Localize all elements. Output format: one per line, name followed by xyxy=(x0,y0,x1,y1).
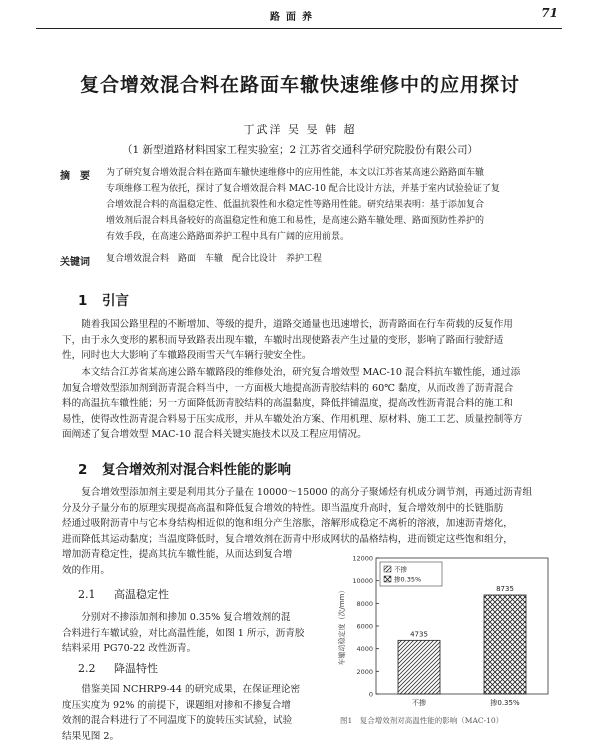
keywords-label: 关键词 xyxy=(60,257,90,268)
paper-affiliation: （1 新型道路材料国家工程实验室；2 江苏省交通科学研究院股份有限公司） xyxy=(121,144,479,156)
subsection-2-1-number: 2.1 xyxy=(78,588,96,601)
subsection-2-2-para xyxy=(62,682,318,744)
text-line: 性，同时也大大影响了车辙路段雨雪天气车辆行驶安全性。 xyxy=(62,350,312,361)
abstract-line: 增效剂后混合料具备较好的高温稳定性和施工和易性，是高速公路车辙处理、路面预防性养护的 xyxy=(106,216,485,226)
section-1-heading xyxy=(78,289,129,309)
section-2-heading xyxy=(78,458,291,478)
abstract-line: 为了研究复合增效混合料在路面车辙快速维修中的应用性能，本文以江苏省某高速公路路面车辙 xyxy=(106,168,485,178)
text-line: 度压实度为 92% 的前提下，课题组对掺和不掺复合增 xyxy=(62,699,291,711)
y-tick-label: 4000 xyxy=(356,645,373,654)
legend-swatch xyxy=(384,576,391,582)
y-tick-label: 2000 xyxy=(356,667,373,676)
text-line: 料的高温抗车辙性能；另一方面降低沥青胶结料的高温黏度，降低拌铺温度，提高改性沥青混合料的施工和 xyxy=(62,398,513,409)
abstract-line: 有效手段，在高速公路路面养护工程中具有广阔的应用前景。 xyxy=(106,232,350,242)
text-line: 结料采用 PG70-22 改性沥青。 xyxy=(62,643,197,654)
text-line: 面阐述了复合增效型 MAC-10 混合料关键实施技术以及工程应用情况。 xyxy=(62,429,367,440)
abstract-line: 专项维修工程为依托，探讨了复合增效混合料 MAC-10 配合比设计方法，并基于室内试验验证了复 xyxy=(106,184,500,194)
subsection-2-1-title: 高温稳定性 xyxy=(114,588,169,601)
section-1-number: 1 xyxy=(78,293,88,309)
section-1-para-1 xyxy=(62,317,552,364)
text-line: 下，由于永久变形的累积而导致路表出现车辙，车辙时出现使路表产生过量的变形，影响了路面行驶舒适 xyxy=(62,334,504,346)
subsection-2-2-title: 降温特性 xyxy=(114,662,158,675)
subsection-2-1-para xyxy=(62,610,318,657)
y-tick-label: 8000 xyxy=(356,599,373,608)
section-2-number: 2 xyxy=(78,462,88,478)
subsection-2-2-heading xyxy=(78,660,158,676)
bar-data-label: 8735 xyxy=(496,585,514,594)
text-line: 加复合增效型添加剂到沥青混合料当中，一方面极大地提高沥青胶结料的 60℃ 黏度，从而改善了沥青混合 xyxy=(62,382,514,394)
subsection-2-1-heading xyxy=(78,586,169,602)
text-line: 借鉴美国 NCHRP9-44 的研究成果，在保证理论密 xyxy=(81,684,301,695)
x-tick-label: 掺0.35% xyxy=(490,699,520,707)
text-line: 复合增效型添加剂主要是利用其分子量在 10000～15000 的高分子聚烯烃有机成分调节剂，再通过沥青组 xyxy=(81,487,533,498)
text-line: 进而降低其运动黏度；当温度降低时，复合增效剂在沥青中形成网状的晶格结构，进而锁定这些饱和组分， xyxy=(62,533,513,545)
keywords-text: 复合增效混合料 路面 车辙 配合比设计 养护工程 xyxy=(106,254,323,264)
bar xyxy=(398,640,440,694)
abstract-body xyxy=(106,165,554,245)
text-line: 增加沥青稳定性，提高其抗车辙性能，从而达到复合增 xyxy=(62,549,293,560)
section-2-title: 复合增效剂对混合料性能的影响 xyxy=(102,462,291,478)
abstract-label: 摘 要 xyxy=(60,171,90,182)
text-line: 效剂的混合料进行了不同温度下的旋转压实试验，试验 xyxy=(62,715,293,726)
y-tick-label: 12000 xyxy=(352,554,373,563)
legend-label: 不掺 xyxy=(394,565,407,574)
section-2-para-cont xyxy=(62,547,318,578)
y-tick-label: 10000 xyxy=(352,577,373,586)
text-line: 分及分子量分布的原理实现提高高温和降低复合增效的特性。即当温度升高时，复合增效剂中的长链脂肪 xyxy=(62,502,504,514)
figure-1-caption: 图1 复合增效剂对高温性能的影响（MAC-10） xyxy=(340,716,504,725)
y-tick-label: 6000 xyxy=(356,622,373,631)
header-rule xyxy=(36,28,562,29)
legend-swatch xyxy=(384,566,391,572)
y-axis-label: 车辙动稳定度（次/mm） xyxy=(338,586,346,666)
bar-data-label: 4735 xyxy=(410,630,428,639)
text-line: 分别对不掺添加剂和掺加 0.35% 复合增效剂的混 xyxy=(81,612,291,623)
section-1-title: 引言 xyxy=(102,293,129,309)
legend-label: 掺0.35% xyxy=(394,575,422,584)
x-tick-label: 不掺 xyxy=(412,699,426,707)
paper-title: 复合增效混合料在路面车辙快速维修中的应用探讨 xyxy=(79,74,520,96)
paper-authors: 丁武洋 吴 旻 韩 超 xyxy=(243,123,357,136)
text-line: 合料进行车辙试验，对比高温性能，如图 1 所示，沥青胶 xyxy=(62,627,305,639)
text-line: 效的作用。 xyxy=(62,564,110,576)
journal-name: 路面养 xyxy=(270,12,318,23)
subsection-2-2-number: 2.2 xyxy=(78,662,96,675)
text-line: 本文结合江苏省某高速公路车辙路段的维修处治，研究复合增效型 MAC-10 混合料抗车辙性能，通过添 xyxy=(81,367,521,378)
section-1-para-2 xyxy=(62,365,552,443)
text-line: 随着我国公路里程的不断增加、等级的提升，道路交通量也迅速增长，沥青路面在行车荷载的反复作用 xyxy=(81,319,513,330)
text-line: 易性，使得改性沥青混合料易于压实成形，并从车辙处治方案、作用机理、原材料、施工工艺、质量控制等方 xyxy=(62,413,523,425)
figure-1-chart xyxy=(330,552,556,714)
text-line: 烃通过吸附沥青中与它本身结构相近似的饱和组分产生溶胀，溶解形成稳定不离析的溶液，加速沥青熔化， xyxy=(62,518,513,529)
y-tick-label: 0 xyxy=(368,690,373,699)
abstract-line: 合增效混合料的高温稳定性、低温抗裂性和水稳定性等路用性能。研究结果表明：基于添加复合 xyxy=(106,200,485,210)
bar xyxy=(484,595,526,694)
text-line: 结果见图 2。 xyxy=(62,730,120,742)
page-number: 71 xyxy=(541,6,558,20)
section-2-para xyxy=(62,485,552,547)
